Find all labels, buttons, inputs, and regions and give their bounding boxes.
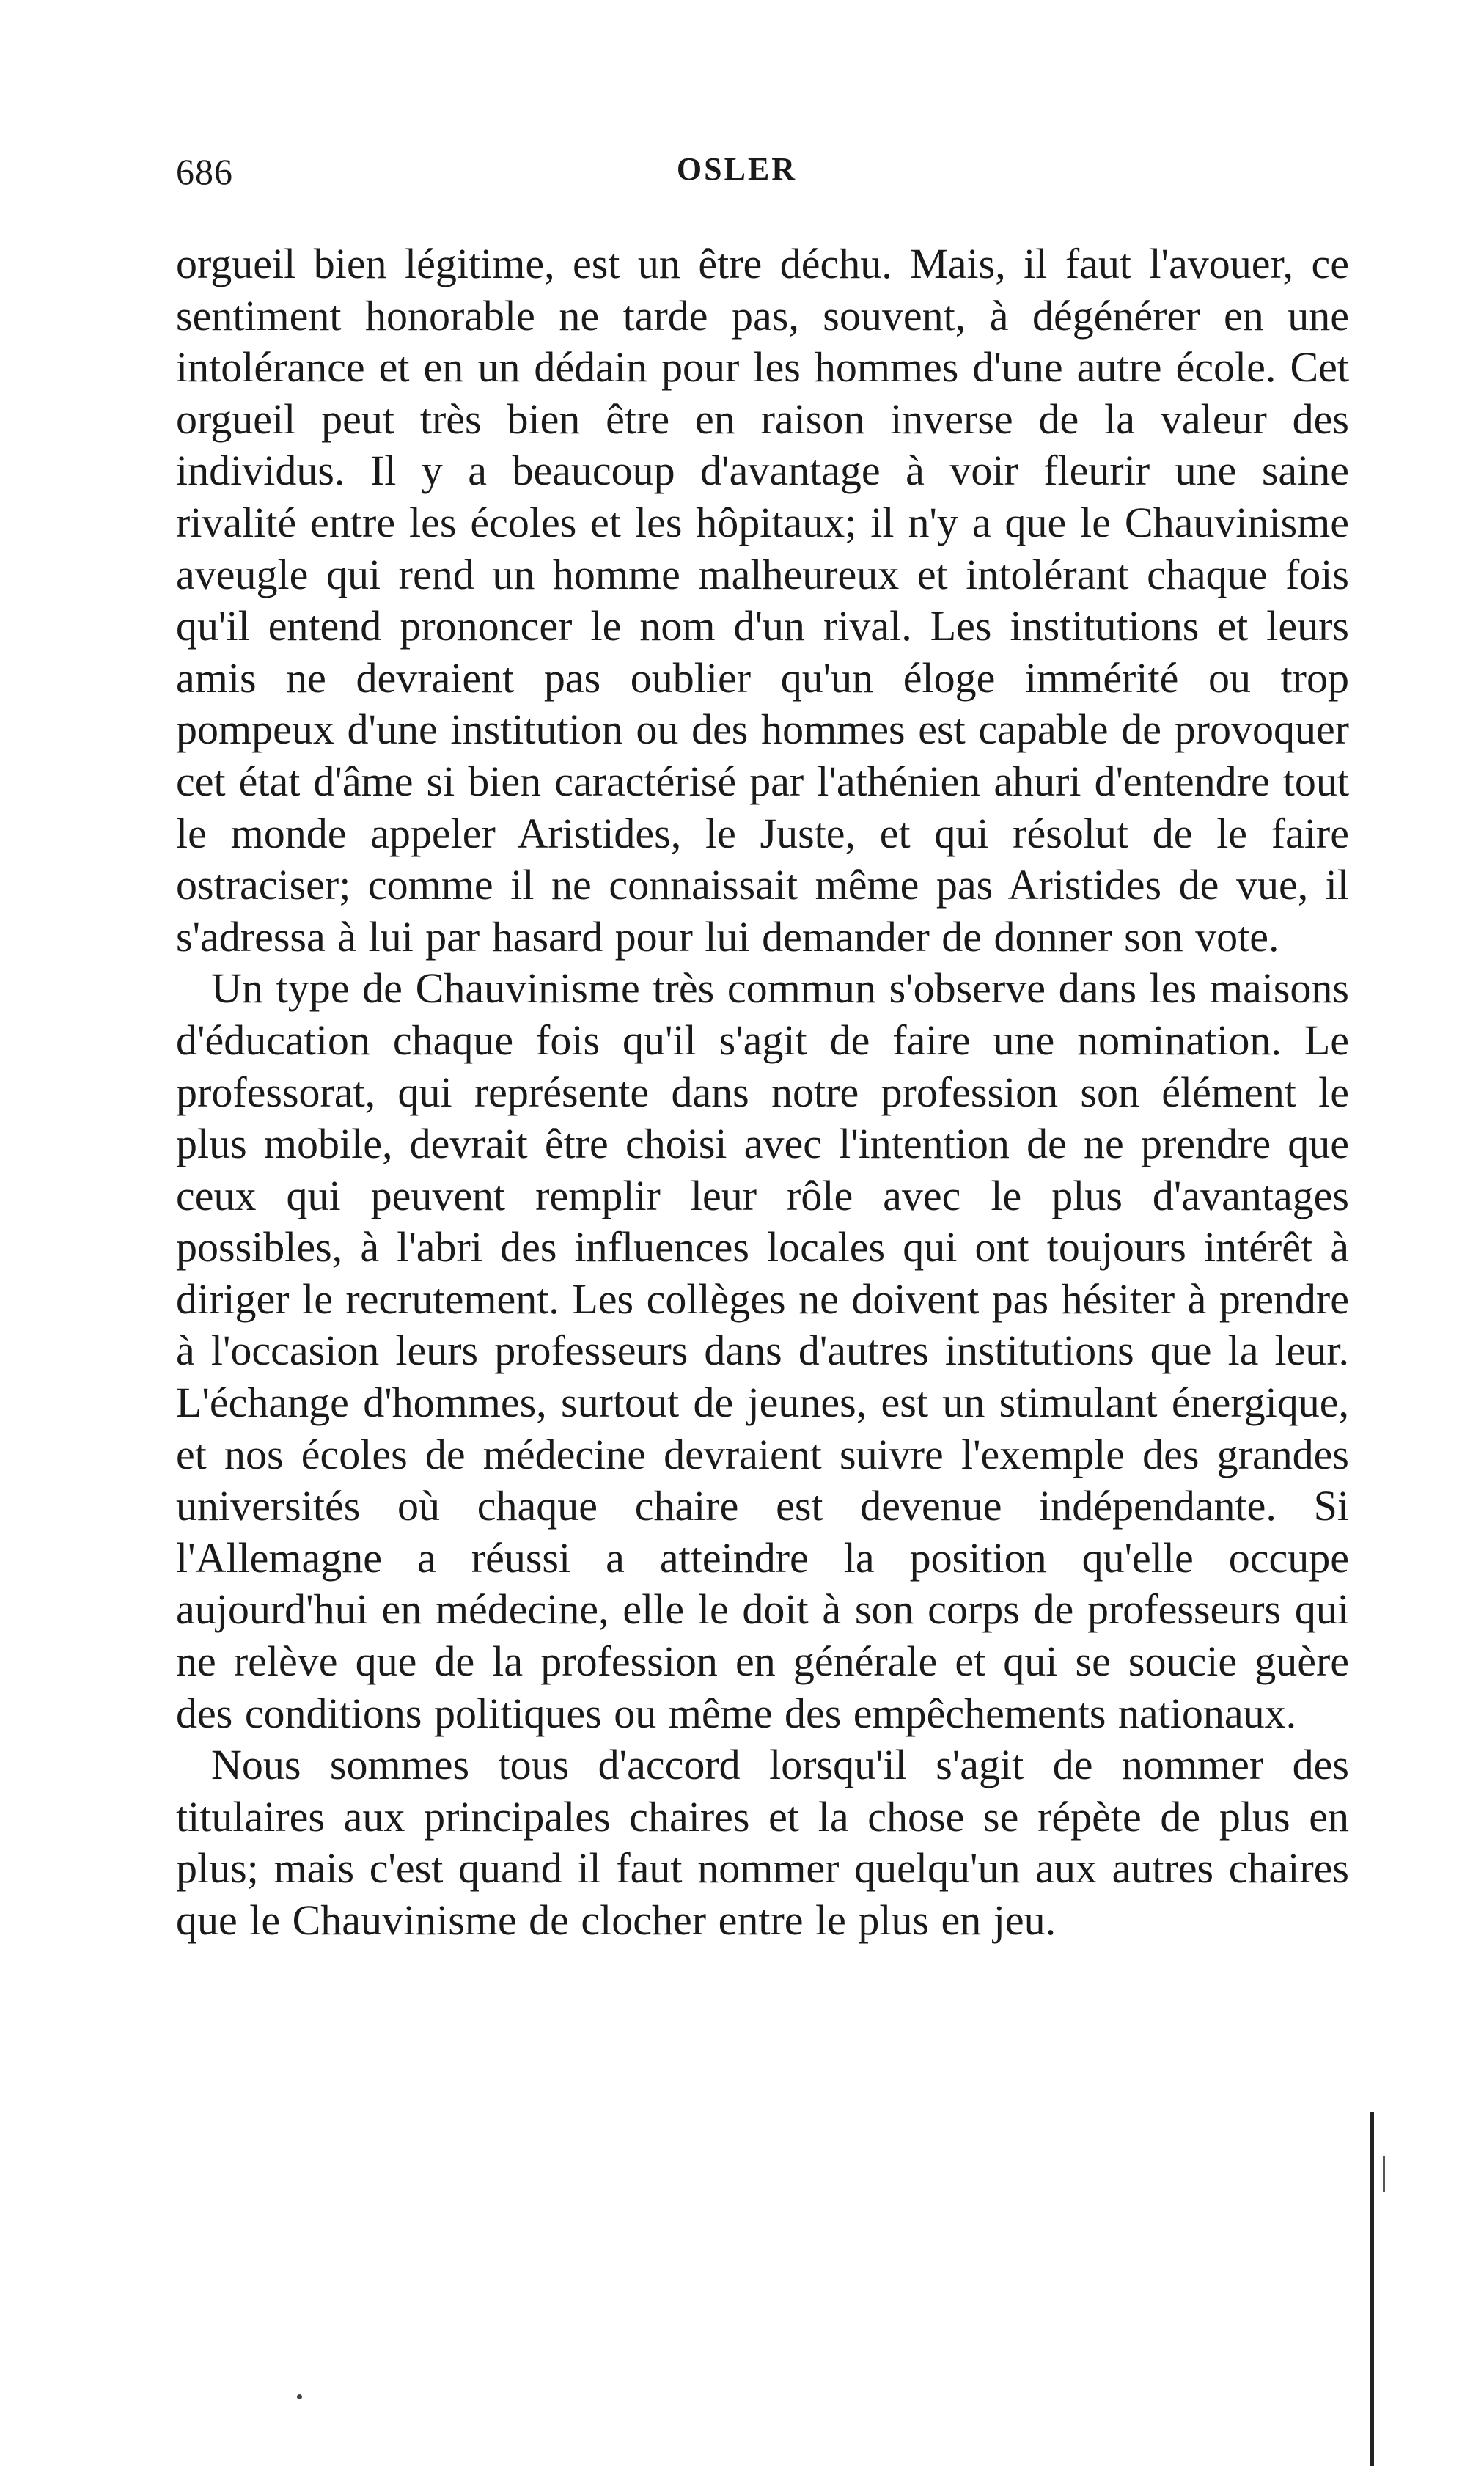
running-title: OSLER bbox=[676, 151, 798, 187]
body-text bbox=[176, 238, 1349, 1947]
paragraph-2: Un type de Chauvinisme très commun s'observe dans les maisons d'éducation chaque fois qu'il s'agit de faire une nomination. Le professorat, qui représente dans notre profession son élément le plus mobile, devrait être choisi avec l'intention de ne prendre que ceux qui peuvent remplir leur rôle avec le plus d'avantages possibles, à l'abri des influences locales qui ont toujours intérêt à diriger le recrutement. Les collèges ne doivent pas hésiter à prendre à l'occasion leurs professeurs dans d'autres institutions que la leur. L'échange d'hommes, surtout de jeunes, est un stimulant énergique, et nos écoles de médecine devraient suivre l'exemple des grandes universités où chaque chaire est devenue indépendante. Si l'Allemagne a réussi a atteindre la position qu'elle occupe aujourd'hui en médecine, elle le doit à son corps de professeurs qui ne relève que de la profession en générale et qui se soucie guère des conditions politiques ou même des empêchements nationaux. bbox=[176, 964, 1349, 1737]
paragraph-3: Nous sommes tous d'accord lorsqu'il s'agit de nommer des titulaires aux principales chaires et la chose se répète de plus en plus; mais c'est quand il faut nommer quelqu'un aux autres chaires que le Chauvinisme de clocher entre le plus en jeu. bbox=[176, 1741, 1349, 1944]
scan-speck bbox=[297, 2394, 302, 2399]
running-head bbox=[176, 150, 1298, 202]
page-number: 686 bbox=[176, 151, 233, 192]
scan-page-edge bbox=[1370, 2112, 1374, 2466]
paragraph-1: orgueil bien légitime, est un être déchu. Mais, il faut l'avouer, ce sentiment honorable ne tarde pas, souvent, à dégénérer en une intolérance et en un dédain pour les hommes d'une autre école. Cet orgueil peut très bien être en raison inverse de la valeur des individus. Il y a beaucoup d'avantage à voir fleurir une saine rivalité entre les écoles et les hôpitaux; il n'y a que le Chauvinisme aveugle qui rend un homme malheureux et intolérant chaque fois qu'il entend prononcer le nom d'un rival. Les institutions et leurs amis ne devraient pas oublier qu'un éloge immérité ou trop pompeux d'une institution ou des hommes est capable de provoquer cet état d'âme si bien caractérisé par l'athénien ahuri d'entendre tout le monde appeler Aristides, le Juste, et qui résolut de le faire ostraciser; comme il ne connaissait même pas Aristides de vue, il s'adressa à lui par hasard pour lui demander de donner son vote. bbox=[176, 240, 1349, 961]
scan-edge-mark bbox=[1383, 2156, 1385, 2192]
